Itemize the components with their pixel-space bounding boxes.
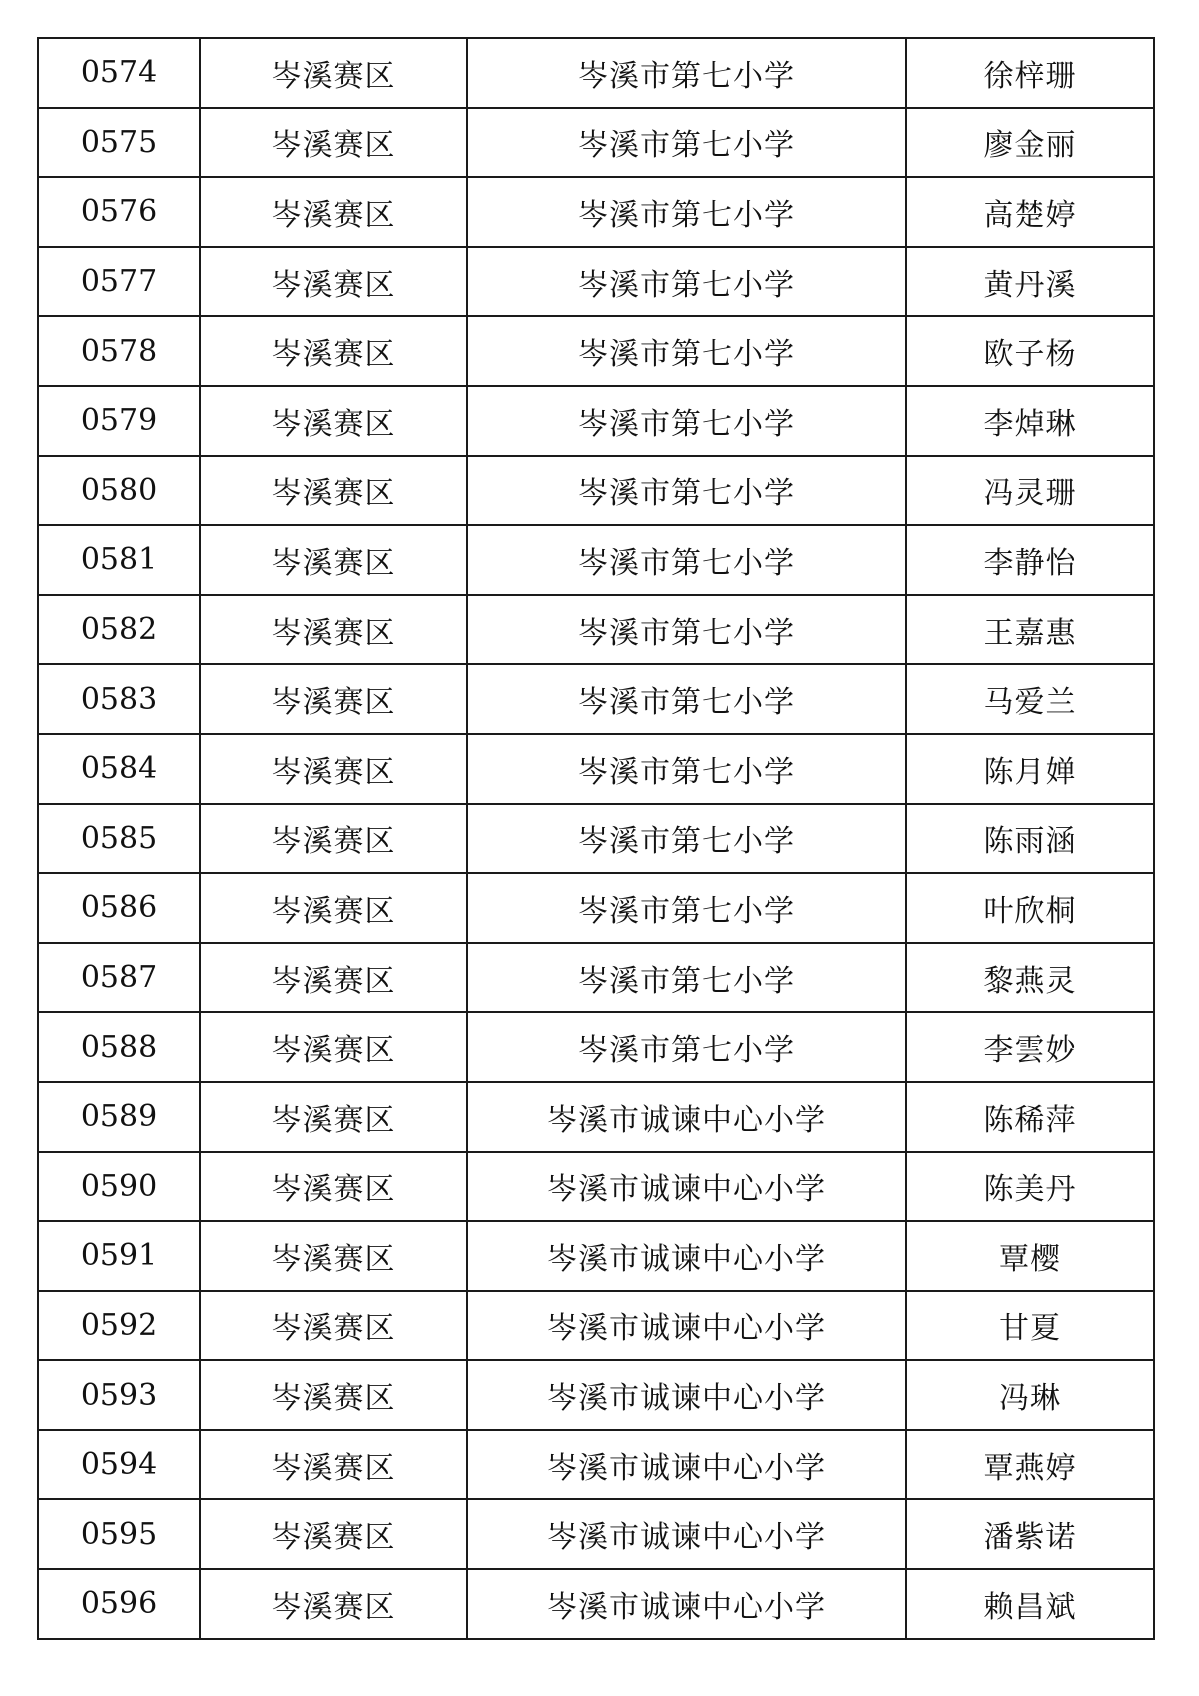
table-row <box>38 1082 1154 1152</box>
participant-name-cell: 覃燕婷 <box>906 1430 1154 1500</box>
entry-number-cell: 0583 <box>38 664 200 734</box>
table-row <box>38 1569 1154 1639</box>
participant-name-cell: 叶欣桐 <box>906 873 1154 943</box>
participant-name-cell: 甘夏 <box>906 1291 1154 1361</box>
entry-number-cell: 0592 <box>38 1291 200 1361</box>
region-cell: 岑溪赛区 <box>200 804 467 874</box>
region-cell: 岑溪赛区 <box>200 108 467 178</box>
participant-name-cell: 陈雨涵 <box>906 804 1154 874</box>
region-cell: 岑溪赛区 <box>200 664 467 734</box>
participant-name-cell: 陈月婵 <box>906 734 1154 804</box>
region-cell: 岑溪赛区 <box>200 525 467 595</box>
school-cell: 岑溪市诚谏中心小学 <box>467 1221 906 1291</box>
region-cell: 岑溪赛区 <box>200 1012 467 1082</box>
school-cell: 岑溪市诚谏中心小学 <box>467 1360 906 1430</box>
region-cell: 岑溪赛区 <box>200 943 467 1013</box>
region-cell: 岑溪赛区 <box>200 177 467 247</box>
entry-number-cell: 0575 <box>38 108 200 178</box>
table-row <box>38 316 1154 386</box>
region-cell: 岑溪赛区 <box>200 1152 467 1222</box>
region-cell: 岑溪赛区 <box>200 1082 467 1152</box>
region-cell: 岑溪赛区 <box>200 1499 467 1569</box>
table-row <box>38 38 1154 108</box>
region-cell: 岑溪赛区 <box>200 316 467 386</box>
participant-name-cell: 李焯琳 <box>906 386 1154 456</box>
table-row <box>38 247 1154 317</box>
region-cell: 岑溪赛区 <box>200 1569 467 1639</box>
table-row <box>38 1221 1154 1291</box>
table-row <box>38 1291 1154 1361</box>
participant-name-cell: 潘紫诺 <box>906 1499 1154 1569</box>
entry-number-cell: 0586 <box>38 873 200 943</box>
school-cell: 岑溪市诚谏中心小学 <box>467 1569 906 1639</box>
entry-number-cell: 0577 <box>38 247 200 317</box>
entry-number-cell: 0591 <box>38 1221 200 1291</box>
participant-name-cell: 陈美丹 <box>906 1152 1154 1222</box>
table-row <box>38 1360 1154 1430</box>
entry-number-cell: 0576 <box>38 177 200 247</box>
region-cell: 岑溪赛区 <box>200 247 467 317</box>
school-cell: 岑溪市第七小学 <box>467 595 906 665</box>
region-cell: 岑溪赛区 <box>200 1430 467 1500</box>
school-cell: 岑溪市第七小学 <box>467 247 906 317</box>
table-row <box>38 1499 1154 1569</box>
entry-number-cell: 0595 <box>38 1499 200 1569</box>
school-cell: 岑溪市第七小学 <box>467 943 906 1013</box>
entry-number-cell: 0590 <box>38 1152 200 1222</box>
region-cell: 岑溪赛区 <box>200 38 467 108</box>
school-cell: 岑溪市诚谏中心小学 <box>467 1499 906 1569</box>
table-row <box>38 664 1154 734</box>
table-row <box>38 386 1154 456</box>
entry-number-cell: 0585 <box>38 804 200 874</box>
school-cell: 岑溪市第七小学 <box>467 664 906 734</box>
participant-table <box>37 37 1155 1640</box>
table-row <box>38 873 1154 943</box>
participant-name-cell: 黄丹溪 <box>906 247 1154 317</box>
region-cell: 岑溪赛区 <box>200 1360 467 1430</box>
entry-number-cell: 0578 <box>38 316 200 386</box>
school-cell: 岑溪市第七小学 <box>467 525 906 595</box>
region-cell: 岑溪赛区 <box>200 386 467 456</box>
school-cell: 岑溪市第七小学 <box>467 38 906 108</box>
entry-number-cell: 0574 <box>38 38 200 108</box>
school-cell: 岑溪市第七小学 <box>467 456 906 526</box>
participant-name-cell: 冯琳 <box>906 1360 1154 1430</box>
entry-number-cell: 0580 <box>38 456 200 526</box>
participant-name-cell: 陈稀萍 <box>906 1082 1154 1152</box>
entry-number-cell: 0587 <box>38 943 200 1013</box>
table-body <box>38 38 1154 1639</box>
school-cell: 岑溪市诚谏中心小学 <box>467 1291 906 1361</box>
table-row <box>38 525 1154 595</box>
table-row <box>38 943 1154 1013</box>
entry-number-cell: 0589 <box>38 1082 200 1152</box>
region-cell: 岑溪赛区 <box>200 873 467 943</box>
table-row <box>38 108 1154 178</box>
table-row <box>38 734 1154 804</box>
entry-number-cell: 0596 <box>38 1569 200 1639</box>
participant-name-cell: 高楚婷 <box>906 177 1154 247</box>
region-cell: 岑溪赛区 <box>200 1221 467 1291</box>
participant-name-cell: 冯灵珊 <box>906 456 1154 526</box>
school-cell: 岑溪市诚谏中心小学 <box>467 1152 906 1222</box>
entry-number-cell: 0593 <box>38 1360 200 1430</box>
school-cell: 岑溪市第七小学 <box>467 108 906 178</box>
region-cell: 岑溪赛区 <box>200 734 467 804</box>
participant-name-cell: 徐梓珊 <box>906 38 1154 108</box>
table-row <box>38 804 1154 874</box>
school-cell: 岑溪市第七小学 <box>467 177 906 247</box>
table-row <box>38 1430 1154 1500</box>
region-cell: 岑溪赛区 <box>200 595 467 665</box>
entry-number-cell: 0594 <box>38 1430 200 1500</box>
region-cell: 岑溪赛区 <box>200 456 467 526</box>
school-cell: 岑溪市第七小学 <box>467 873 906 943</box>
entry-number-cell: 0579 <box>38 386 200 456</box>
school-cell: 岑溪市第七小学 <box>467 734 906 804</box>
table-row <box>38 456 1154 526</box>
participant-name-cell: 廖金丽 <box>906 108 1154 178</box>
entry-number-cell: 0581 <box>38 525 200 595</box>
school-cell: 岑溪市诚谏中心小学 <box>467 1082 906 1152</box>
entry-number-cell: 0582 <box>38 595 200 665</box>
participant-name-cell: 李雲妙 <box>906 1012 1154 1082</box>
participant-name-cell: 覃樱 <box>906 1221 1154 1291</box>
school-cell: 岑溪市诚谏中心小学 <box>467 1430 906 1500</box>
participant-name-cell: 李静怡 <box>906 525 1154 595</box>
entry-number-cell: 0588 <box>38 1012 200 1082</box>
school-cell: 岑溪市第七小学 <box>467 386 906 456</box>
participant-name-cell: 赖昌斌 <box>906 1569 1154 1639</box>
table-row <box>38 1012 1154 1082</box>
participant-name-cell: 黎燕灵 <box>906 943 1154 1013</box>
entry-number-cell: 0584 <box>38 734 200 804</box>
participant-name-cell: 马爱兰 <box>906 664 1154 734</box>
document-page <box>37 37 1153 1640</box>
participant-name-cell: 王嘉惠 <box>906 595 1154 665</box>
region-cell: 岑溪赛区 <box>200 1291 467 1361</box>
participant-name-cell: 欧子杨 <box>906 316 1154 386</box>
school-cell: 岑溪市第七小学 <box>467 1012 906 1082</box>
table-row <box>38 177 1154 247</box>
table-row <box>38 1152 1154 1222</box>
school-cell: 岑溪市第七小学 <box>467 316 906 386</box>
table-row <box>38 595 1154 665</box>
school-cell: 岑溪市第七小学 <box>467 804 906 874</box>
